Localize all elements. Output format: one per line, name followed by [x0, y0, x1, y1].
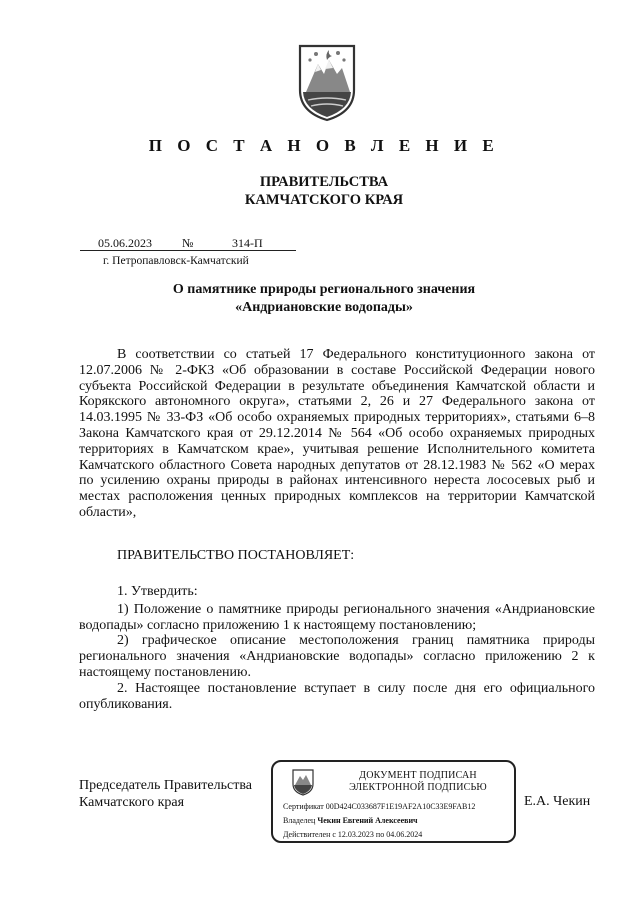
stamp-emblem-icon: [291, 768, 315, 796]
issuing-authority: [0, 173, 640, 209]
stamp-certificate: [283, 802, 475, 811]
signer-position-line: Председатель Правительства: [79, 778, 252, 793]
stamp-title: [333, 770, 503, 794]
document-type-heading: П О С Т А Н О В Л Е Н И Е: [148, 136, 500, 155]
number-sign: №: [182, 236, 194, 250]
stamp-title-line: ДОКУМЕНТ ПОДПИСАН: [359, 770, 477, 781]
resolution-statement: ПРАВИТЕЛЬСТВО ПОСТАНОВЛЯЕТ:: [117, 548, 355, 563]
subject-line: «Андриановские водопады»: [235, 300, 413, 315]
document-date: 05.06.2023: [98, 236, 152, 250]
electronic-signature-stamp: [271, 760, 516, 843]
subject-line: О памятнике природы регионального значения: [172, 282, 476, 297]
signer-position-line: Камчатского края: [79, 795, 185, 810]
item-approve-2: 2) графическое описание местоположения границ памятника природы регионального значения «Андриановские водопады» согласно приложению 2 к настоящему постановлению.: [79, 633, 595, 680]
document-subject: [0, 281, 640, 317]
signer-position: [79, 777, 252, 811]
stamp-owner-label: Владелец: [283, 816, 316, 825]
stamp-valid-from: 12.03.2023: [337, 830, 374, 839]
document-place: г. Петропавловск-Камчатский: [103, 255, 249, 267]
stamp-valid-to-label: по: [375, 830, 385, 839]
stamp-valid-label: Действителен с: [283, 830, 336, 839]
item-approve: 1. Утвердить:: [117, 584, 198, 599]
item-effective-date: 2. Настоящее постановление вступает в силу после дня его официального опубликования.: [79, 680, 595, 712]
stamp-validity: [283, 830, 422, 839]
stamp-valid-to: 04.06.2024: [386, 830, 423, 839]
stamp-owner: [283, 816, 418, 825]
issuing-authority-line: ПРАВИТЕЛЬСТВА: [259, 174, 389, 190]
signer-name: Е.А. Чекин: [524, 794, 591, 809]
preamble-paragraph: В соответствии со статьей 17 Федерального конституционного закона от 12.07.2006 № 2-ФКЗ «Об образовании в составе Российской Федерации нового субъекта Российской Федерации в результате объединения Камчатской области и Корякского автономного округа», статьями 2, 26 и 27 Федерального закона от 14.03.1995 № 33-ФЗ «Об особо охраняемых природных территориях», статьями 6–8 Закона Камчатского края от 29.12.2014 № 564 «Об особо охраняемых природных территориях в Камчатском крае», учитывая решение Исполнительного комитета Камчатского областного Совета народных депутатов от 28.12.1983 № 562 «О мерах по усилению охраны природы в районах интенсивного нереста лососевых рыб и местах расположения ценных природных комплексов на территории Камчатской области»,: [79, 347, 595, 520]
document-number: 314-П: [232, 236, 263, 250]
stamp-certificate-value: 00D424C033687F1E19AF2A10C33E9FAB12: [325, 802, 476, 811]
item-approve-1: 1) Положение о памятнике природы регионального значения «Андриановские водопады» согласно приложению 1 к настоящему постановлению;: [79, 601, 595, 633]
kamchatka-coat-of-arms-icon: [296, 42, 358, 122]
document-meta-line: [80, 236, 296, 251]
issuing-authority-line: КАМЧАТСКОГО КРАЯ: [244, 192, 404, 208]
stamp-title-line: ЭЛЕКТРОННОЙ ПОДПИСЬЮ: [349, 782, 487, 793]
stamp-owner-value: Чекин Евгений Алексеевич: [317, 816, 418, 825]
resolution-items: [79, 584, 595, 712]
stamp-certificate-label: Сертификат: [283, 802, 324, 811]
